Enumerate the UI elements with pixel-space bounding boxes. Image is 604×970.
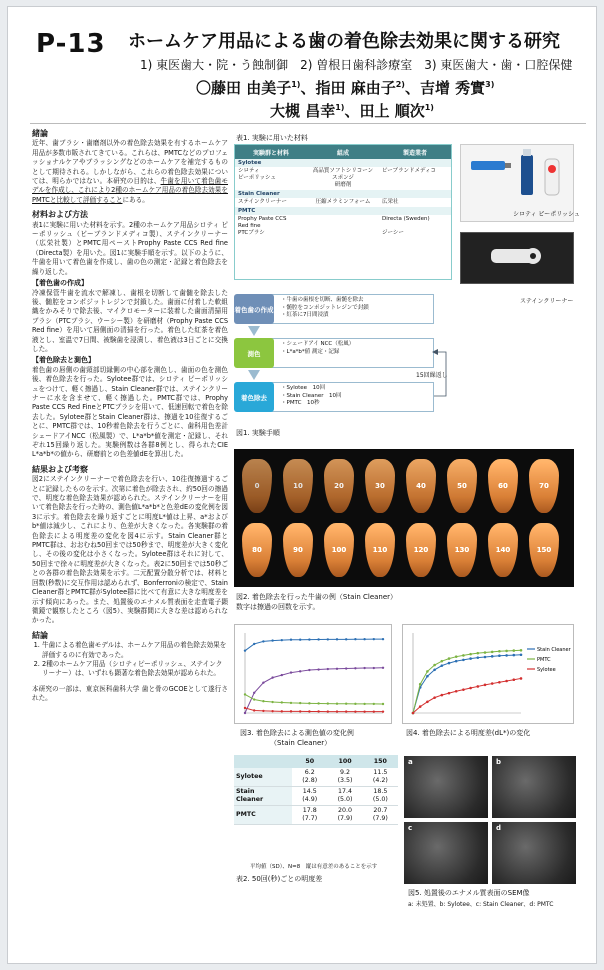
data-point [336,638,338,640]
data-point [299,702,301,704]
conclusion-item: 2. 2種のホームケア用品（シロティピーポリッシュ、ステインクリーナー）は、いずれも顕著な着色除去効果が認められた。 [42,660,228,679]
results-text: 図2にステインクリーナーで着色除去を行い、10往復擦過するごとに記録したものを示す。次第に着色が除去され、約50回の擦過で、明度な着色除去効果が認められた。ステインクリーナーを用いて着色除去を行った時の、測色値L*a*b*と色差dEの変化例を図3に示す。着色除去を繰り返すごとに明度L*値は上昇、a*およびb*値は減少し、これにより、色差が大きくなった。各実験群の着色除去による明度差の変化を図4に示す。Stain Cleaner群とPMTC群は、おおむね50回までは50秒まで、明度差が大きく変化し、その後の変化は小さくなった。Sylotee群はそれに対して、50回まで徐々に明度差が大きくなった。表2に50回までは50秒ごとの各群の着色除去効果を示す。二元配置分散分析では、材料と回数(秒数)に交互作用は認められず、Bonferroniの検定で、Stain Cleaner群とPMTC群がSylotee群に比べて有意に大きな明度差を示す傾向にあった。また、処置後のエナメル質表面を走査電子顕微鏡で観察したところ（図5）、実験群間に大きな差は認められなかった。 [32,475,228,625]
data-point [433,669,436,672]
materials-table [234,144,452,280]
data-point [299,710,301,712]
product-photo-sylotee [460,144,580,222]
intro-heading: 緒論 [32,129,48,138]
chart-lightness-diff [402,624,574,724]
data-point [308,710,310,712]
conclusion-item: 1. 牛歯による着色歯モデルは、ホームケア用品の着色除去効果を評価するのに有効であった。 [42,641,228,660]
authors-line-2: 大槻 昌幸$^{1)}$、田上 順次$^{1)}$ [270,102,434,120]
table-row: Stain Cleaner 14.5 (4.9) 17.4 (5.0) 18.5 (5.0) [234,787,398,806]
data-point [244,693,246,695]
data-point [354,710,356,712]
table-row: PMTC 17.8 (7.7) 20.0 (7.9) 20.7 (7.9) [234,806,398,825]
table1-group: Sylotee [235,159,451,167]
figure4-caption: 図4. 着色除去による明度差(dL*)の変化 [406,729,531,737]
product1-caption: シロティ ピーポリッシュ [513,211,580,218]
data-point [281,701,283,703]
figure5-legend: a: 未処置、b: Sylotee、c: Stain Cleaner、d: PMTC [408,901,554,908]
data-point [354,667,356,669]
data-point [363,703,365,705]
data-point [354,703,356,705]
data-point [299,639,301,641]
table1-group: Stain Cleaner [235,190,451,198]
sub2-heading: 【着色除去と測色】 [32,356,95,365]
data-point [253,643,255,645]
data-point [271,639,273,641]
data-point [441,664,444,667]
sub2-text: 着色歯の唇側の歯頸部切縁側の中心部を測色し、歯面の色を測色後、着色除去を行った。Sylotee群では、シロティ ピーポリッシュをつけて、軽く擦過し、Stain Cleaner群では、ステインクリーナーに水を含ませて、軽く擦過した。PMTC群では、Prophy Paste CCS Red FineとPTCブラシを用いて、低速回転で着色を除去した。Sylotee群とStain Cleaner群は、擦過を10往復するごとに、PMTC群では、10秒着色除去を行うごとに、歯科用色差計シェードアイNCC（松風製）で、L*a*b*値を測定・記録し、それぞれ15回繰り返した。実験例数は各群8例とし、得られたCIE L*a*b*の値から、研磨前との色差値dEを算出した。 [32,365,228,459]
data-point [520,653,523,656]
loop-label: 15回繰返し [416,372,448,379]
data-point [491,655,494,658]
tooth-sample: 10 [283,459,313,513]
data-point [382,703,384,705]
data-point [253,692,255,694]
data-point [448,662,451,665]
data-point [317,638,319,640]
table-row: Sylotee 6.2 (2.8) 9.2 (3.5) 11.5 (4.2) [234,768,398,787]
data-point [290,639,292,641]
data-point [327,710,329,712]
data-point [513,649,516,652]
lightness-table [234,755,398,825]
data-point [382,710,384,712]
data-point [505,650,508,653]
data-point [281,639,283,641]
flow-step3-items: ・Sylotee 10回 ・Stain Cleaner 10回 ・PMTC 10秒 [266,382,434,412]
sem-image-c: c [404,822,488,884]
data-point [253,698,255,700]
tooth-sample: 60 [488,459,518,513]
data-point [419,705,422,708]
data-point [477,685,480,688]
data-point [290,702,292,704]
tooth-sample: 40 [406,459,436,513]
procedure-flow [234,292,452,424]
poster-number: P-13 [36,29,106,59]
series-line-dE [245,668,383,713]
data-point [484,684,487,687]
data-point [363,667,365,669]
data-point [491,651,494,654]
tooth-sample: 30 [365,459,395,513]
results-heading: 結果および考察 [32,464,88,474]
data-point [433,664,436,667]
data-point [382,667,384,669]
affiliations: 1) 東医歯大・院・う蝕制御 2) 曽根日歯科診療室 3) 東医歯大・歯・口腔保健 [140,58,573,72]
tooth-sample: 20 [324,459,354,513]
data-point [271,710,273,712]
data-point [336,668,338,670]
data-point [505,680,508,683]
legend-label: Stain Cleaner [537,647,571,653]
series-line-L [245,639,383,651]
tooth-sample: 50 [447,459,477,513]
tooth-sample: 150 [529,523,559,577]
data-point [426,701,429,704]
figure3-subcaption: （Stain Cleaner） [270,739,332,747]
tooth-sample: 110 [365,523,395,577]
figure2-caption: 図2. 着色除去を行った牛歯の例（Stain Cleaner） [236,593,398,601]
data-point [327,638,329,640]
data-point [412,712,415,715]
teeth-photo [234,449,574,587]
data-point [441,694,444,697]
data-point [327,702,329,704]
chart4-svg [403,625,573,723]
data-point [455,690,458,693]
data-point [373,667,375,669]
data-point [345,710,347,712]
series-line-b [245,694,383,704]
conclusion-list [32,641,228,679]
data-point [345,638,347,640]
data-point [317,710,319,712]
data-point [426,675,429,678]
legend-label: PMTC [537,657,551,663]
data-point [262,700,264,702]
data-point [513,654,516,657]
data-point [363,638,365,640]
methods-text: 表1に実験に用いた材料を示す。2種のホームケア用品シロティ ピーポリッシュ（ビーブランドメディコ製）、ステインクリーナー（広栄社製）とPMTC用ペーストProphy Paste CCS Red fine（Directa製）を用いた。図1に実験手順を示す。以下のように、牛歯を用いて着色歯を作成し、歯の色の測定・記録と着色除去を繰り返した。 [32,220,228,276]
data-point [484,656,487,659]
data-point [299,670,301,672]
tooth-sample: 120 [406,523,436,577]
data-point [317,702,319,704]
acknowledgement: 本研究の一部は、東京医科歯科大学 歯と骨のGCOEとして遂行された。 [32,684,228,703]
data-point [455,660,458,663]
poster-title: ホームケア用品による歯の着色除去効果に関する研究 [128,31,560,52]
data-point [244,649,246,651]
data-point [469,687,472,690]
data-point [317,668,319,670]
figure1-caption: 図1. 実験手順 [236,429,280,437]
data-point [426,670,429,673]
data-point [327,668,329,670]
data-point [281,674,283,676]
table-row: ステインクリーナー 圧縮メラミンフォーム 広栄社 [238,199,399,205]
data-point [498,650,501,653]
data-point [262,710,264,712]
data-point [308,669,310,671]
data-point [244,707,246,709]
tooth-sample: 100 [324,523,354,577]
conclusion-heading: 結論 [32,630,48,640]
tooth-sample: 0 [242,459,272,513]
sem-image-b: b [492,756,576,818]
data-point [281,710,283,712]
sub1-text: 冷凍保管牛歯を流水で解凍し、歯根を切断して歯髄を除去した後、髄腔をコンポジットレジンで封鎖した。歯面に付着した軟組織をかみそりで除去後、マイクロモーターに装着した歯面清掃用ブラシ（PTCブラシ、ウーシー製）を研磨材（Prophy Paste CCS Red fine）を用いて唇側面の清掃を行った。着色した紅茶を着色液とし、室温で7日間、被験歯を浸漬し、着色液は3日ごとに交換した。 [32,288,228,353]
authors-line-1: 〇藤田 由美子$^{1)}$、指田 麻由子$^{2)}$、吉增 秀實$^{3)}$ [196,79,495,97]
table-row: シロティ ピーポリッシュ 高品質ソフトシリコーン スポンジ 研磨剤 ビーブランドメディコ [238,168,437,188]
data-point [336,703,338,705]
data-point [477,656,480,659]
data-point [290,671,292,673]
table2-note: 平均値（SD）、N=8 縦は有意差のあることを示す [250,864,378,870]
data-point [308,702,310,704]
flow-arrows [234,292,452,424]
data-point [308,638,310,640]
data-point [345,667,347,669]
data-point [448,657,451,660]
series-line [413,655,521,713]
sub1-heading: 【着色歯の作成】 [32,279,88,288]
product2-caption: ステインクリーナー [520,298,574,305]
chart3-svg [235,625,391,723]
data-point [462,659,465,662]
data-point [262,640,264,642]
table2-caption: 表2. 50回(秒)ごとの明度差 [236,875,323,883]
sem-image-d: d [492,822,576,884]
data-point [448,692,451,695]
data-point [477,652,480,655]
tooth-sample: 130 [447,523,477,577]
data-point [290,710,292,712]
chart-color-values [234,624,392,724]
data-point [469,653,472,656]
data-point [354,638,356,640]
data-point [271,676,273,678]
tooth-sample: 140 [488,523,518,577]
flow-step2-items: ・シェードアイ NCC（松風） ・L*a*b*値 測定・記録 [266,338,434,368]
flow-step3: 着色除去 [234,382,274,412]
data-point [491,682,494,685]
data-point [271,701,273,703]
data-point [373,710,375,712]
data-point [520,677,523,680]
tooth-sample: 90 [283,523,313,577]
tooth-sample: 80 [242,523,272,577]
table1-caption: 表1. 実験に用いた材料 [236,134,308,142]
tooth-sample: 70 [529,459,559,513]
data-point [455,655,458,658]
data-point [419,683,422,686]
data-point [373,638,375,640]
data-point [262,681,264,683]
data-point [484,651,487,654]
flow-step2: 測色 [234,338,274,368]
data-point [373,703,375,705]
left-column [32,124,228,704]
data-point [513,678,516,681]
data-point [520,649,523,652]
table2-header: 50 100 150 [234,755,398,768]
data-point [253,709,255,711]
figure3-caption: 図3. 着色除去による測色値の変化例 [240,729,354,737]
data-point [462,654,465,657]
data-point [498,654,501,657]
data-point [345,703,347,705]
table-row: Prophy Paste CCS Red fine PTCブラシ Directa (Sweden) ジーシー [238,216,430,236]
data-point [382,638,384,640]
data-point [244,712,246,714]
series-line [413,678,521,713]
data-point [433,696,436,699]
legend-label: Sylotee [537,667,556,673]
figure5-caption: 図5. 処置後のエナメル質表面のSEM像 [408,889,530,897]
figure2-subcaption: 数字は擦過の回数を示す。 [236,603,320,611]
data-point [462,688,465,691]
table1-group: PMTC [235,207,451,215]
sem-image-a: a [404,756,488,818]
table1-header: 実験群と材料 組成 製造業者 [235,145,451,159]
flow-step1: 着色歯の作成 [234,294,274,324]
methods-heading: 材料および方法 [32,210,88,220]
product-photo-stain-cleaner [460,232,574,284]
intro-text: 近年、歯ブラシ・歯磨剤以外の着色除去効果を有するホームケア用品が多数市販されてきている。これらは、PMTCなどのプロフェッショナルケアやブラッシングなどのホームケアを補完するものとして期待される。しかしながら、これらの着色除去効果については、明らかではない。本研究の目的は、牛歯を用いて着色歯モデルを作成し、これにより2種のホームケア用品の着色除去効果をPMTCと比較して評価することにある。 [32,139,229,204]
data-point [336,710,338,712]
data-point [469,657,472,660]
data-point [441,660,444,663]
data-point [363,710,365,712]
data-point [498,681,501,684]
series-line-a [245,708,383,712]
flow-step1-items: ・牛歯の歯根を切断、歯髄を除去 ・髄腔をコンポジットレジンで封鎖 ・紅茶に7日間浸漬 [266,294,434,324]
data-point [505,654,508,657]
sem-images [404,756,576,884]
